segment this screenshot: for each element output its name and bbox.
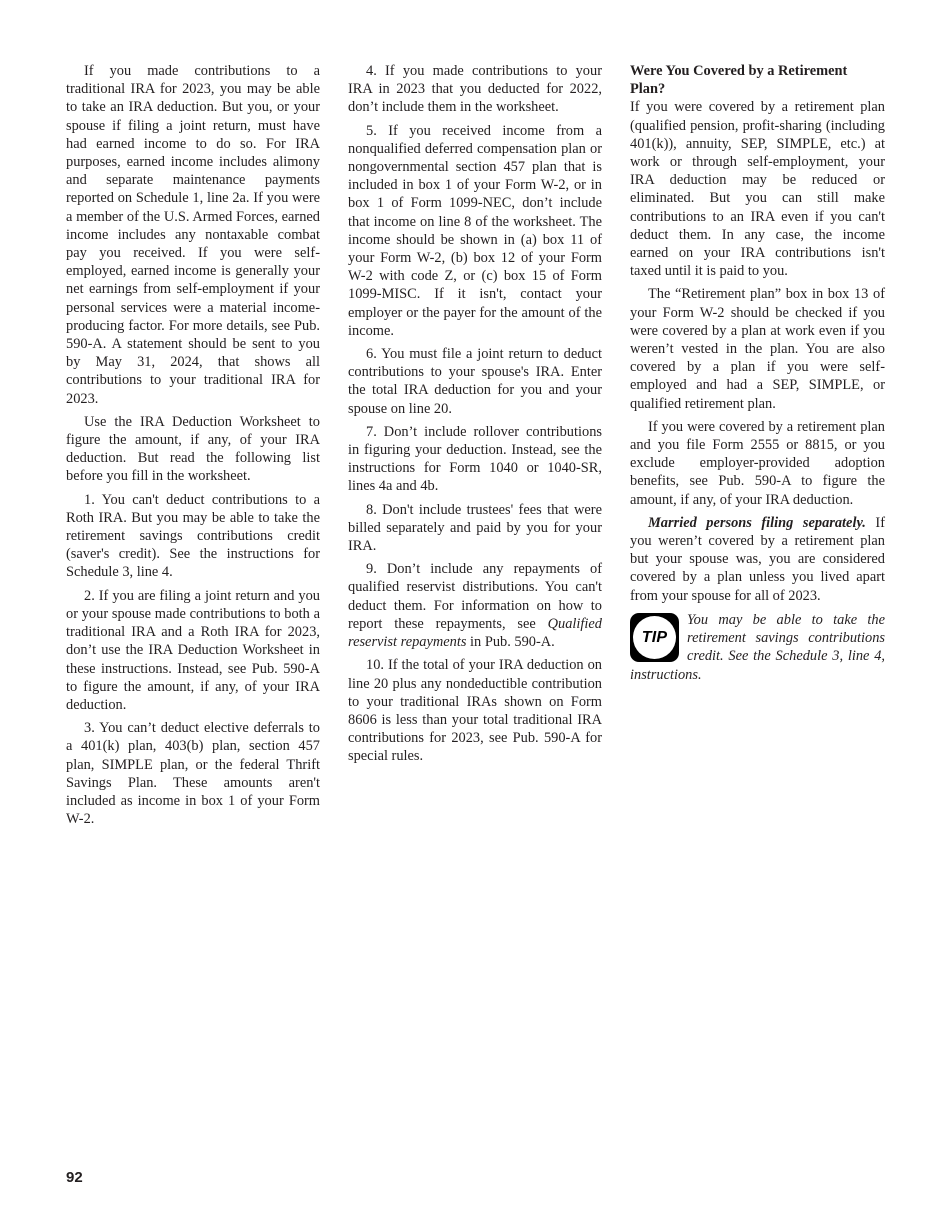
page-number: 92 bbox=[66, 1169, 83, 1186]
list-item-10: 10. If the total of your IRA deduction on line 20 plus any nondeductible contribution to your traditional IRAs shown on Form 8606 is less than your total traditional IRA contributions for 2023, see Pub. 590-A for special rules. bbox=[348, 657, 602, 765]
list-item-3: 3. You can’t deduct elective deferrals to a 401(k) plan, 403(b) plan, section 457 plan, SIMPLE plan, or the federal Thrift Savings Plan. These amounts aren't included as income in box 1 of your Form W-2. bbox=[66, 720, 320, 828]
list-item-8: 8. Don't include trustees' fees that were billed separately and paid by you for your IRA. bbox=[348, 501, 602, 555]
reservist-reference: Qualified reservist repayments bbox=[348, 615, 602, 651]
list-item-5: 5. If you received income from a nonqualified deferred compensation plan or nongovernmental section 457 plan that is included in box 1 of your Form W-2, or in box 1 of Form 1099-NEC, don’t include that income on line 8 of the worksheet. The income should be shown in (a) box 11 of your Form W-2, (b) box 12 of your Form W-2 with code Z, or (c) box 15 of Form 1099-MISC. If it isn't, contact your employer or the payer for the amount of the income. bbox=[348, 122, 602, 339]
list-item-9 bbox=[348, 560, 602, 651]
paragraph-married-separately bbox=[630, 514, 885, 605]
list-item-9-text: 9. Don’t include any repayments of qualified reservist distributions. You can't deduct them. For information on how to report these repayments, see bbox=[348, 561, 602, 632]
paragraph-retirement-box: The “Retirement plan” box in box 13 of your Form W-2 should be checked if you were covered by a plan at work even if you weren’t vested in the plan. You are also covered by a plan if you were self-employed and had a SEP, SIMPLE, or qualified retirement plan. bbox=[630, 286, 885, 412]
list-item-9-end: in Pub. 590-A. bbox=[466, 634, 555, 651]
tip-icon bbox=[630, 613, 679, 662]
tip-icon-label: TIP bbox=[641, 628, 668, 646]
list-item-2: 2. If you are filing a joint return and you or your spouse made contributions to both a traditional IRA and a Roth IRA for 2023, don’t use the IRA Deduction Worksheet in these instructions. Instead, see Pub. 590-A to figure the amount, if any, of your IRA deduction. bbox=[66, 587, 320, 713]
paragraph-worksheet-intro: Use the IRA Deduction Worksheet to figure the amount, if any, of your IRA deduction. But read the following list before you fill in the worksheet. bbox=[66, 413, 320, 485]
column-3 bbox=[630, 62, 885, 684]
married-run-in-heading: Married persons filing separately. bbox=[648, 514, 866, 531]
column-2 bbox=[348, 62, 602, 771]
paragraph-form-2555: If you were covered by a retirement plan and you file Form 2555 or 8815, or you exclude employer-provided adoption benefits, see Pub. 590-A to figure the amount, if any, of your IRA deduction. bbox=[630, 418, 885, 508]
list-item-4: 4. If you made contributions to your IRA in 2023 that you deducted for 2022, don’t include them in the worksheet. bbox=[348, 63, 602, 116]
tip-text: You may be able to take the retirement savings contributions credit. See the Schedule 3, line 4, instructions. bbox=[630, 611, 885, 683]
section-heading: Were You Covered by a Retirement Plan? bbox=[630, 63, 848, 98]
married-text: If you weren’t covered by a retirement plan but your spouse was, you are considered covered by a plan unless you lived apart from your spouse for all of 2023. bbox=[630, 514, 886, 604]
list-item-6: 6. You must file a joint return to deduct contributions to your spouse's IRA. Enter the total IRA deduction for you and your spouse on line 20. bbox=[348, 346, 602, 417]
list-item-7: 7. Don’t include rollover contributions in figuring your deduction. Instead, see the instructions for Form 1040 or 1040-SR, lines 4a and 4b. bbox=[348, 423, 602, 495]
column-1 bbox=[66, 62, 320, 833]
tip-box bbox=[630, 611, 885, 684]
list-item-1: 1. You can't deduct contributions to a Roth IRA. But you may be able to take the retirement savings contributions credit (saver's credit). See the instructions for Schedule 3, line 4. bbox=[66, 491, 320, 581]
paragraph-coverage-intro: If you were covered by a retirement plan (qualified pension, profit-sharing (including 401(k)), annuity, SEP, SIMPLE, etc.) at work or through self-employment, your IRA deduction may be reduced or eliminated. But you can still make contributions to an IRA even if you can't deduct them. In any case, the income earned on your IRA contributions isn't taxed until it is paid to you. bbox=[630, 99, 885, 280]
paragraph-earned-income: If you made contributions to a traditional IRA for 2023, you may be able to take an IRA deduction. But you, or your spouse if filing a joint return, must have had earned income to do so. For IRA purposes, earned income includes alimony and separate maintenance payments reported on Schedule 1, line 2a. If you were a member of the U.S. Armed Forces, earned income includes any nontaxable combat pay you received. If you were self-employed, earned income is generally your net earnings from self-employment if your personal services were a material income-producing factor. For more details, see Pub. 590-A. A statement should be sent to you by May 31, 2024, that shows all contributions to your traditional IRA for 2023. bbox=[66, 63, 320, 407]
